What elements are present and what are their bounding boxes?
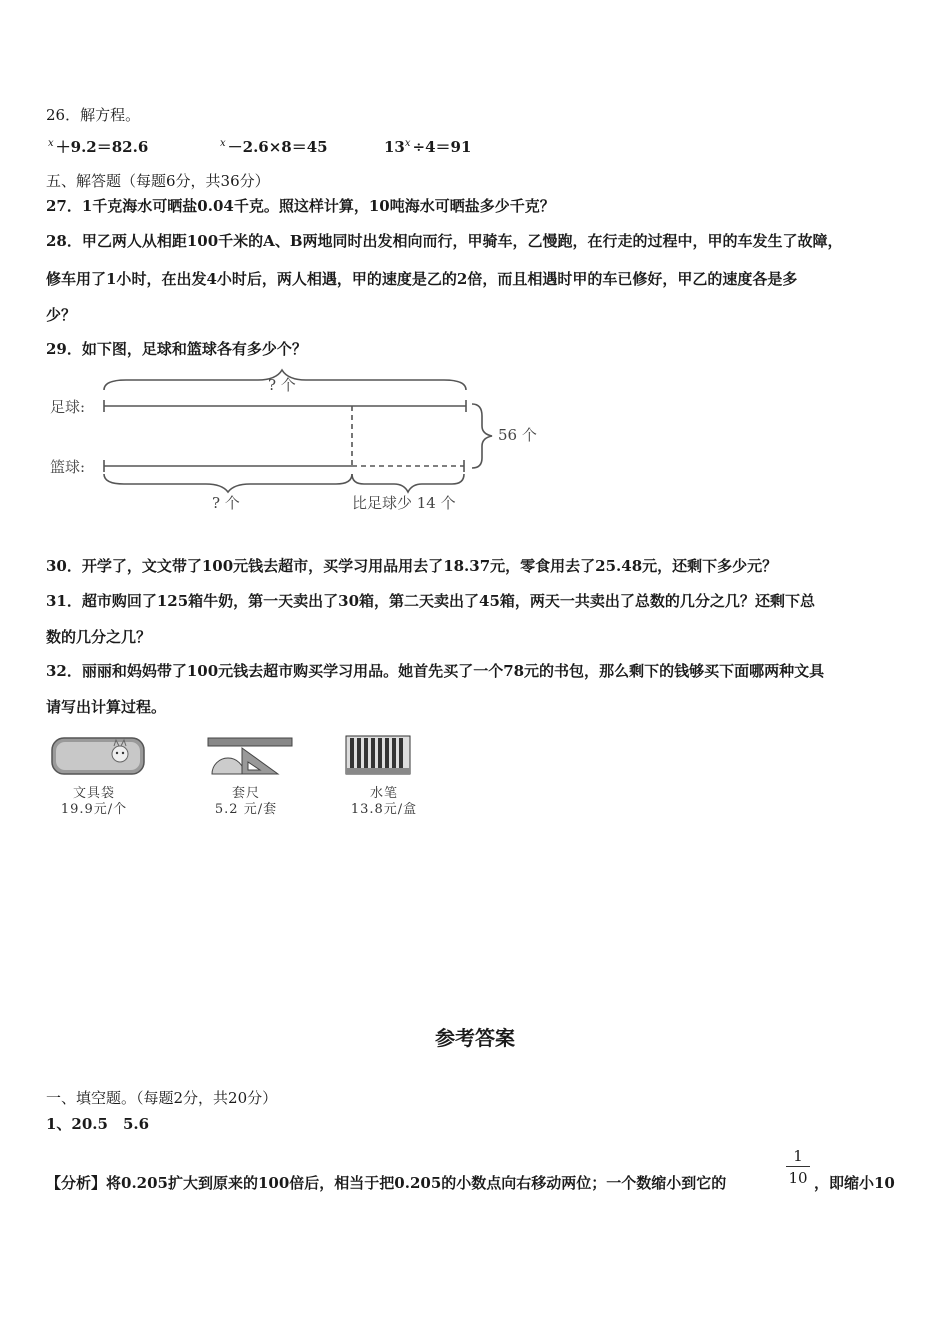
item-price: 5.2 元/套 <box>214 802 278 817</box>
question-31-line-1: 31．超市购回了125箱牛奶，第一天卖出了30箱，第二天卖出了45箱，两天一共卖出了总数的几分之几？还剩下总 <box>46 592 815 610</box>
equation-3-coef: 13 <box>384 138 405 156</box>
bottom-brace-basketball <box>104 474 352 492</box>
variable-x: x <box>48 138 54 149</box>
bottom-question: ? 个 <box>212 494 240 512</box>
difference-label: 比足球少 14 个 <box>352 494 456 512</box>
question-28-line-2: 修车用了1小时，在出发4小时后，两人相遇，甲的速度是乙的2倍，而且相遇时甲的车已修好，甲乙的速度各是多 <box>46 270 798 288</box>
analysis-text: 【分析】将0.205扩大到原来的100倍后，相当于把0.205的小数点向右移动两位；一个数缩小到它的 <box>46 1174 727 1192</box>
ruler-set-icon <box>186 734 306 780</box>
top-question: ? 个 <box>268 376 296 394</box>
item-name: 套尺 <box>231 786 260 801</box>
answers-section-1-heading: 一、填空题。（每题2分，共20分） <box>46 1089 278 1107</box>
answer-1: 1、20.5 5.6 <box>46 1115 150 1133</box>
fraction-one-tenth <box>786 1146 810 1189</box>
total-label: 56 个 <box>498 426 537 444</box>
label-basketball: 篮球: <box>50 458 86 476</box>
variable-x: x <box>220 138 226 149</box>
question-30: 30．开学了，文文带了100元钱去超市，买学习用品用去了18.37元，零食用去了25.48元，还剩下多少元？ <box>46 557 778 575</box>
item-name: 文具袋 <box>72 786 115 801</box>
line-segment-diagram <box>46 368 556 518</box>
item-price: 19.9元/个 <box>60 802 128 817</box>
variable-x: x <box>404 138 411 149</box>
equation-1-rest: ＋9.2＝82.6 <box>55 138 149 156</box>
answers-title: 参考答案 <box>435 1026 515 1050</box>
label-football: 足球: <box>50 398 86 416</box>
item-name: 水笔 <box>369 786 398 801</box>
question-28-line-1: 28．甲乙两人从相距100千米的A、B两地同时出发相向而行，甲骑车，乙慢跑，在行走的过程中，甲的车发生了故障， <box>46 232 843 250</box>
question-27: 27．1千克海水可晒盐0.04千克。照这样计算，10吨海水可晒盐多少千克？ <box>46 197 555 215</box>
analysis-text-end: ，即缩小10 <box>814 1174 895 1192</box>
question-32-line-1: 32．丽丽和妈妈带了100元钱去超市购买学习用品。她首先买了一个78元的书包，那么剩下的钱够买下面哪两种文具 <box>46 662 825 680</box>
q26-title: 26．解方程。 <box>46 106 141 124</box>
equation-3 <box>384 136 471 157</box>
bottom-brace-difference <box>352 474 464 492</box>
equation-2 <box>220 136 328 157</box>
equation-3-rest: ÷4＝91 <box>412 138 472 156</box>
question-31-line-2: 数的几分之几？ <box>46 628 152 646</box>
fraction-denominator: 10 <box>788 1169 808 1187</box>
section-5-heading: 五、解答题（每题6分，共36分） <box>46 172 270 190</box>
equation-2-rest: －2.6×8＝45 <box>227 138 328 156</box>
pens-box-icon <box>324 734 444 780</box>
pencil-case-icon <box>34 734 154 780</box>
question-28-line-3: 少？ <box>46 306 77 324</box>
item-price: 13.8元/盒 <box>350 802 418 817</box>
equation-1 <box>48 136 148 157</box>
fraction-numerator: 1 <box>786 1146 810 1167</box>
question-29: 29．如下图，足球和篮球各有多少个？ <box>46 340 307 358</box>
question-32-line-2: 请写出计算过程。 <box>46 698 167 716</box>
total-brace <box>472 404 492 468</box>
